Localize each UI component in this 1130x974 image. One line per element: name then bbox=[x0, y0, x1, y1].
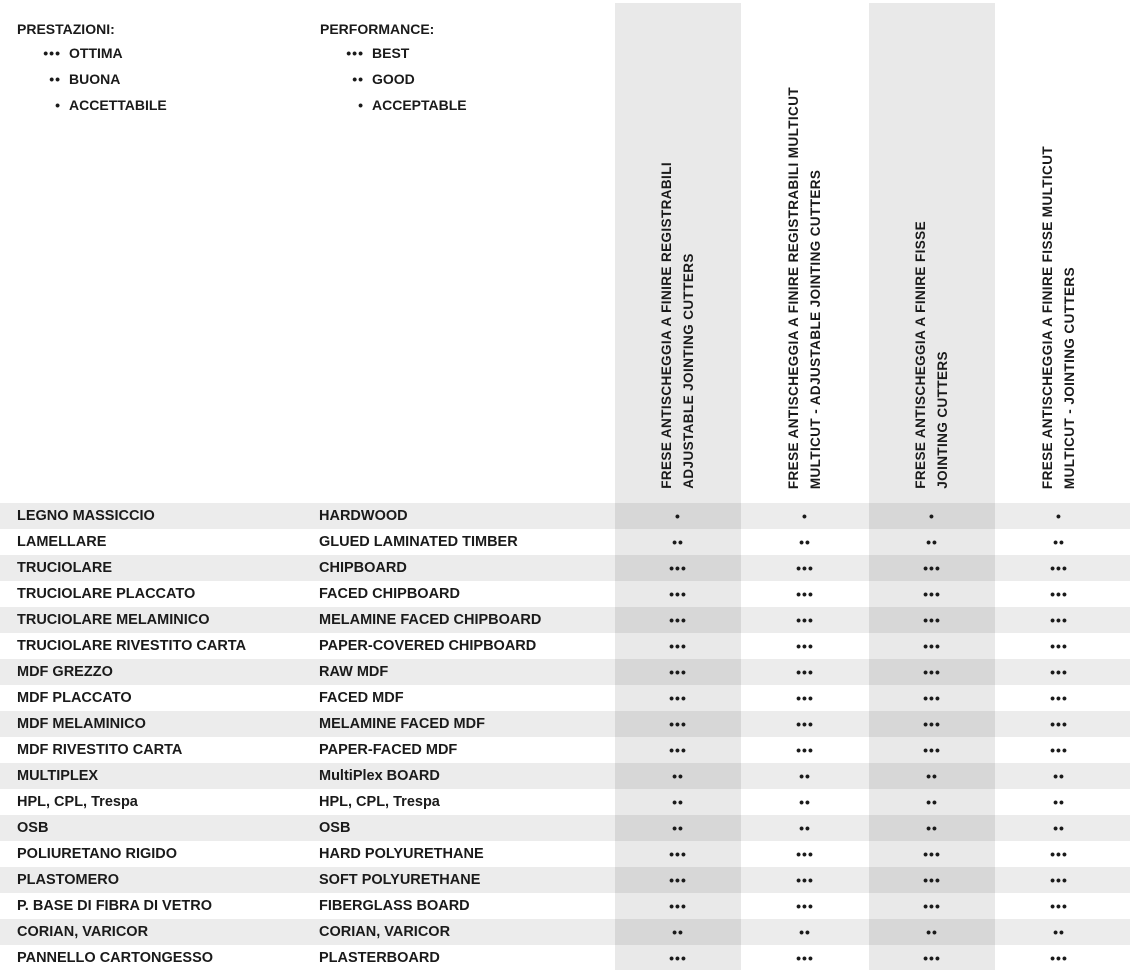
rating-dots: •• bbox=[1053, 794, 1065, 810]
rating-dots: ••• bbox=[669, 586, 687, 602]
material-name-english: PAPER-COVERED CHIPBOARD bbox=[319, 638, 537, 654]
column-header-line: FRESE ANTISCHEGGIA A FINIRE FISSE bbox=[913, 221, 928, 489]
rating-dots: ••• bbox=[1050, 560, 1068, 576]
rating-dots: •• bbox=[672, 794, 684, 810]
rating-dots: • bbox=[1056, 508, 1062, 524]
rating-dots: •• bbox=[1053, 820, 1065, 836]
rating-dots: ••• bbox=[796, 586, 814, 602]
rating-dots: • bbox=[55, 97, 61, 113]
rating-dots: ••• bbox=[923, 560, 941, 576]
rating-dots: ••• bbox=[923, 846, 941, 862]
material-name-italian: MDF MELAMINICO bbox=[17, 716, 146, 732]
rating-dots: ••• bbox=[1050, 690, 1068, 706]
materials-table bbox=[0, 503, 1130, 971]
material-name-italian: OSB bbox=[17, 820, 49, 836]
material-name-italian: PANNELLO CARTONGESSO bbox=[17, 950, 214, 966]
material-name-italian: P. BASE DI FIBRA DI VETRO bbox=[17, 898, 212, 914]
rating-dots: ••• bbox=[1050, 898, 1068, 914]
legend-entry bbox=[320, 92, 467, 118]
column-header-line: ADJUSTABLE JOINTING CUTTERS bbox=[681, 253, 696, 489]
rating-dots: ••• bbox=[923, 612, 941, 628]
rating-dots: ••• bbox=[796, 664, 814, 680]
rating-dots: ••• bbox=[796, 716, 814, 732]
material-name-english: HARD POLYURETHANE bbox=[319, 846, 484, 862]
rating-dots: ••• bbox=[796, 950, 814, 966]
rating-dots: ••• bbox=[923, 872, 941, 888]
table-row bbox=[0, 555, 1130, 581]
table-row bbox=[0, 581, 1130, 607]
rating-dots: •• bbox=[1053, 768, 1065, 784]
rating-dots: ••• bbox=[1050, 586, 1068, 602]
rating-dots: ••• bbox=[1050, 950, 1068, 966]
rating-dots: ••• bbox=[923, 950, 941, 966]
material-name-italian: HPL, CPL, Trespa bbox=[17, 794, 138, 810]
legend-entry bbox=[17, 92, 167, 118]
table-row bbox=[0, 815, 1130, 841]
rating-dots: ••• bbox=[669, 950, 687, 966]
rating-dots: • bbox=[929, 508, 935, 524]
material-name-italian: TRUCIOLARE RIVESTITO CARTA bbox=[17, 638, 247, 654]
table-row bbox=[0, 789, 1130, 815]
table-row bbox=[0, 841, 1130, 867]
rating-dots: ••• bbox=[669, 690, 687, 706]
material-name-english: SOFT POLYURETHANE bbox=[319, 872, 481, 888]
column-header-line: MULTICUT - ADJUSTABLE JOINTING CUTTERS bbox=[808, 169, 823, 489]
rating-dots: ••• bbox=[43, 45, 61, 61]
rating-dots: •• bbox=[672, 924, 684, 940]
rating-dots: ••• bbox=[923, 586, 941, 602]
legend-label: BUONA bbox=[69, 71, 121, 87]
legend-label: BEST bbox=[372, 45, 410, 61]
rating-dots: ••• bbox=[669, 716, 687, 732]
rating-dots: •• bbox=[672, 768, 684, 784]
rating-dots: •• bbox=[799, 794, 811, 810]
material-name-english: RAW MDF bbox=[319, 664, 389, 680]
rating-dots: •• bbox=[672, 820, 684, 836]
column-header-2 bbox=[742, 3, 868, 497]
legend-label: GOOD bbox=[372, 71, 415, 87]
rating-dots: • bbox=[675, 508, 681, 524]
rating-dots: ••• bbox=[1050, 716, 1068, 732]
rating-dots: •• bbox=[926, 534, 938, 550]
rating-dots: ••• bbox=[923, 638, 941, 654]
material-name-italian: MDF PLACCATO bbox=[17, 690, 132, 706]
material-name-italian: LEGNO MASSICCIO bbox=[17, 508, 155, 524]
column-header-text bbox=[910, 221, 954, 489]
rating-dots: ••• bbox=[923, 898, 941, 914]
rating-dots: ••• bbox=[346, 45, 364, 61]
rating-dots: ••• bbox=[669, 664, 687, 680]
column-header-4 bbox=[996, 3, 1122, 497]
table-row bbox=[0, 529, 1130, 555]
table-row bbox=[0, 867, 1130, 893]
column-header-text bbox=[656, 162, 700, 489]
rating-dots: •• bbox=[672, 534, 684, 550]
column-header-1 bbox=[615, 3, 741, 497]
rating-dots: •• bbox=[926, 794, 938, 810]
rating-dots: •• bbox=[1053, 534, 1065, 550]
rating-dots: •• bbox=[49, 71, 61, 87]
rating-dots: • bbox=[802, 508, 808, 524]
rating-dots: ••• bbox=[1050, 664, 1068, 680]
column-header-line: FRESE ANTISCHEGGIA A FINIRE REGISTRABILI MULTICUT bbox=[786, 86, 801, 489]
legend-label: OTTIMA bbox=[69, 45, 123, 61]
table-row bbox=[0, 503, 1130, 529]
rating-dots: ••• bbox=[669, 742, 687, 758]
material-name-english: GLUED LAMINATED TIMBER bbox=[319, 534, 518, 550]
material-name-english: FIBERGLASS BOARD bbox=[319, 898, 470, 914]
rating-dots: •• bbox=[352, 71, 364, 87]
rating-dots: ••• bbox=[796, 846, 814, 862]
material-name-italian: TRUCIOLARE bbox=[17, 560, 113, 576]
material-name-english: OSB bbox=[319, 820, 351, 836]
material-name-english: PLASTERBOARD bbox=[319, 950, 440, 966]
rating-dots: •• bbox=[926, 768, 938, 784]
rating-dots: •• bbox=[1053, 924, 1065, 940]
rating-dots: ••• bbox=[1050, 742, 1068, 758]
material-name-english: MELAMINE FACED MDF bbox=[319, 716, 485, 732]
table-row bbox=[0, 763, 1130, 789]
material-name-italian: TRUCIOLARE MELAMINICO bbox=[17, 612, 210, 628]
rating-dots: ••• bbox=[796, 690, 814, 706]
material-name-italian: PLASTOMERO bbox=[17, 872, 120, 888]
rating-dots: ••• bbox=[1050, 612, 1068, 628]
rating-dots: • bbox=[358, 97, 364, 113]
legend-entry bbox=[320, 66, 434, 92]
rating-dots: ••• bbox=[796, 898, 814, 914]
legend-label: ACCEPTABLE bbox=[372, 97, 467, 113]
column-header-line: FRESE ANTISCHEGGIA A FINIRE FISSE MULTICUT bbox=[1040, 145, 1055, 489]
rating-dots: ••• bbox=[1050, 846, 1068, 862]
rating-dots: •• bbox=[799, 768, 811, 784]
rating-dots: ••• bbox=[796, 638, 814, 654]
material-name-english: PAPER-FACED MDF bbox=[319, 742, 458, 758]
rating-dots: •• bbox=[799, 924, 811, 940]
legend-title: PERFORMANCE: bbox=[320, 21, 435, 37]
material-name-english: FACED CHIPBOARD bbox=[319, 586, 460, 602]
rating-dots: •• bbox=[926, 820, 938, 836]
legend-entry bbox=[17, 66, 121, 92]
legend-label: ACCETTABILE bbox=[69, 97, 167, 113]
table-row bbox=[0, 945, 1130, 971]
legend-entry bbox=[320, 40, 434, 66]
column-header-text bbox=[1037, 146, 1081, 489]
rating-dots: ••• bbox=[669, 612, 687, 628]
material-name-english: CORIAN, VARICOR bbox=[319, 924, 451, 940]
rating-dots: ••• bbox=[1050, 872, 1068, 888]
material-name-english: HPL, CPL, Trespa bbox=[319, 794, 440, 810]
rating-dots: ••• bbox=[923, 742, 941, 758]
material-name-english: FACED MDF bbox=[319, 690, 404, 706]
rating-dots: ••• bbox=[669, 638, 687, 654]
table-row bbox=[0, 919, 1130, 945]
table-row bbox=[0, 711, 1130, 737]
column-header-text bbox=[783, 87, 827, 489]
table-row bbox=[0, 659, 1130, 685]
material-name-english: HARDWOOD bbox=[319, 508, 408, 524]
material-name-italian: CORIAN, VARICOR bbox=[17, 924, 149, 940]
column-header-3 bbox=[869, 3, 995, 497]
column-header-line: MULTICUT - JOINTING CUTTERS bbox=[1062, 266, 1077, 489]
rating-dots: ••• bbox=[796, 742, 814, 758]
material-name-english: CHIPBOARD bbox=[319, 560, 407, 576]
rating-dots: ••• bbox=[669, 846, 687, 862]
material-name-english: MELAMINE FACED CHIPBOARD bbox=[319, 612, 542, 628]
rating-dots: ••• bbox=[923, 664, 941, 680]
material-name-italian: MDF RIVESTITO CARTA bbox=[17, 742, 183, 758]
rating-dots: ••• bbox=[1050, 638, 1068, 654]
rating-dots: ••• bbox=[669, 560, 687, 576]
material-name-italian: LAMELLARE bbox=[17, 534, 107, 550]
rating-dots: ••• bbox=[796, 612, 814, 628]
rating-dots: ••• bbox=[796, 560, 814, 576]
table-row bbox=[0, 633, 1130, 659]
table-row bbox=[0, 685, 1130, 711]
rating-dots: ••• bbox=[796, 872, 814, 888]
table-row bbox=[0, 893, 1130, 919]
legend-english bbox=[320, 18, 467, 118]
rating-dots: •• bbox=[926, 924, 938, 940]
rating-dots: ••• bbox=[669, 872, 687, 888]
rating-dots: •• bbox=[799, 534, 811, 550]
rating-dots: ••• bbox=[669, 898, 687, 914]
column-header-line: FRESE ANTISCHEGGIA A FINIRE REGISTRABILI bbox=[659, 162, 674, 489]
legend-entry bbox=[17, 40, 123, 66]
table-row bbox=[0, 607, 1130, 633]
material-name-italian: TRUCIOLARE PLACCATO bbox=[17, 586, 196, 602]
material-name-italian: MDF GREZZO bbox=[17, 664, 113, 680]
material-name-english: MultiPlex BOARD bbox=[319, 768, 440, 784]
material-name-italian: MULTIPLEX bbox=[17, 768, 99, 784]
rating-dots: •• bbox=[799, 820, 811, 836]
rating-dots: ••• bbox=[923, 716, 941, 732]
column-header-line: JOINTING CUTTERS bbox=[935, 351, 950, 489]
material-name-italian: POLIURETANO RIGIDO bbox=[17, 846, 178, 862]
rating-dots: ••• bbox=[923, 690, 941, 706]
table-row bbox=[0, 737, 1130, 763]
legend-italian bbox=[17, 18, 167, 118]
legend-title: PRESTAZIONI: bbox=[17, 21, 115, 37]
